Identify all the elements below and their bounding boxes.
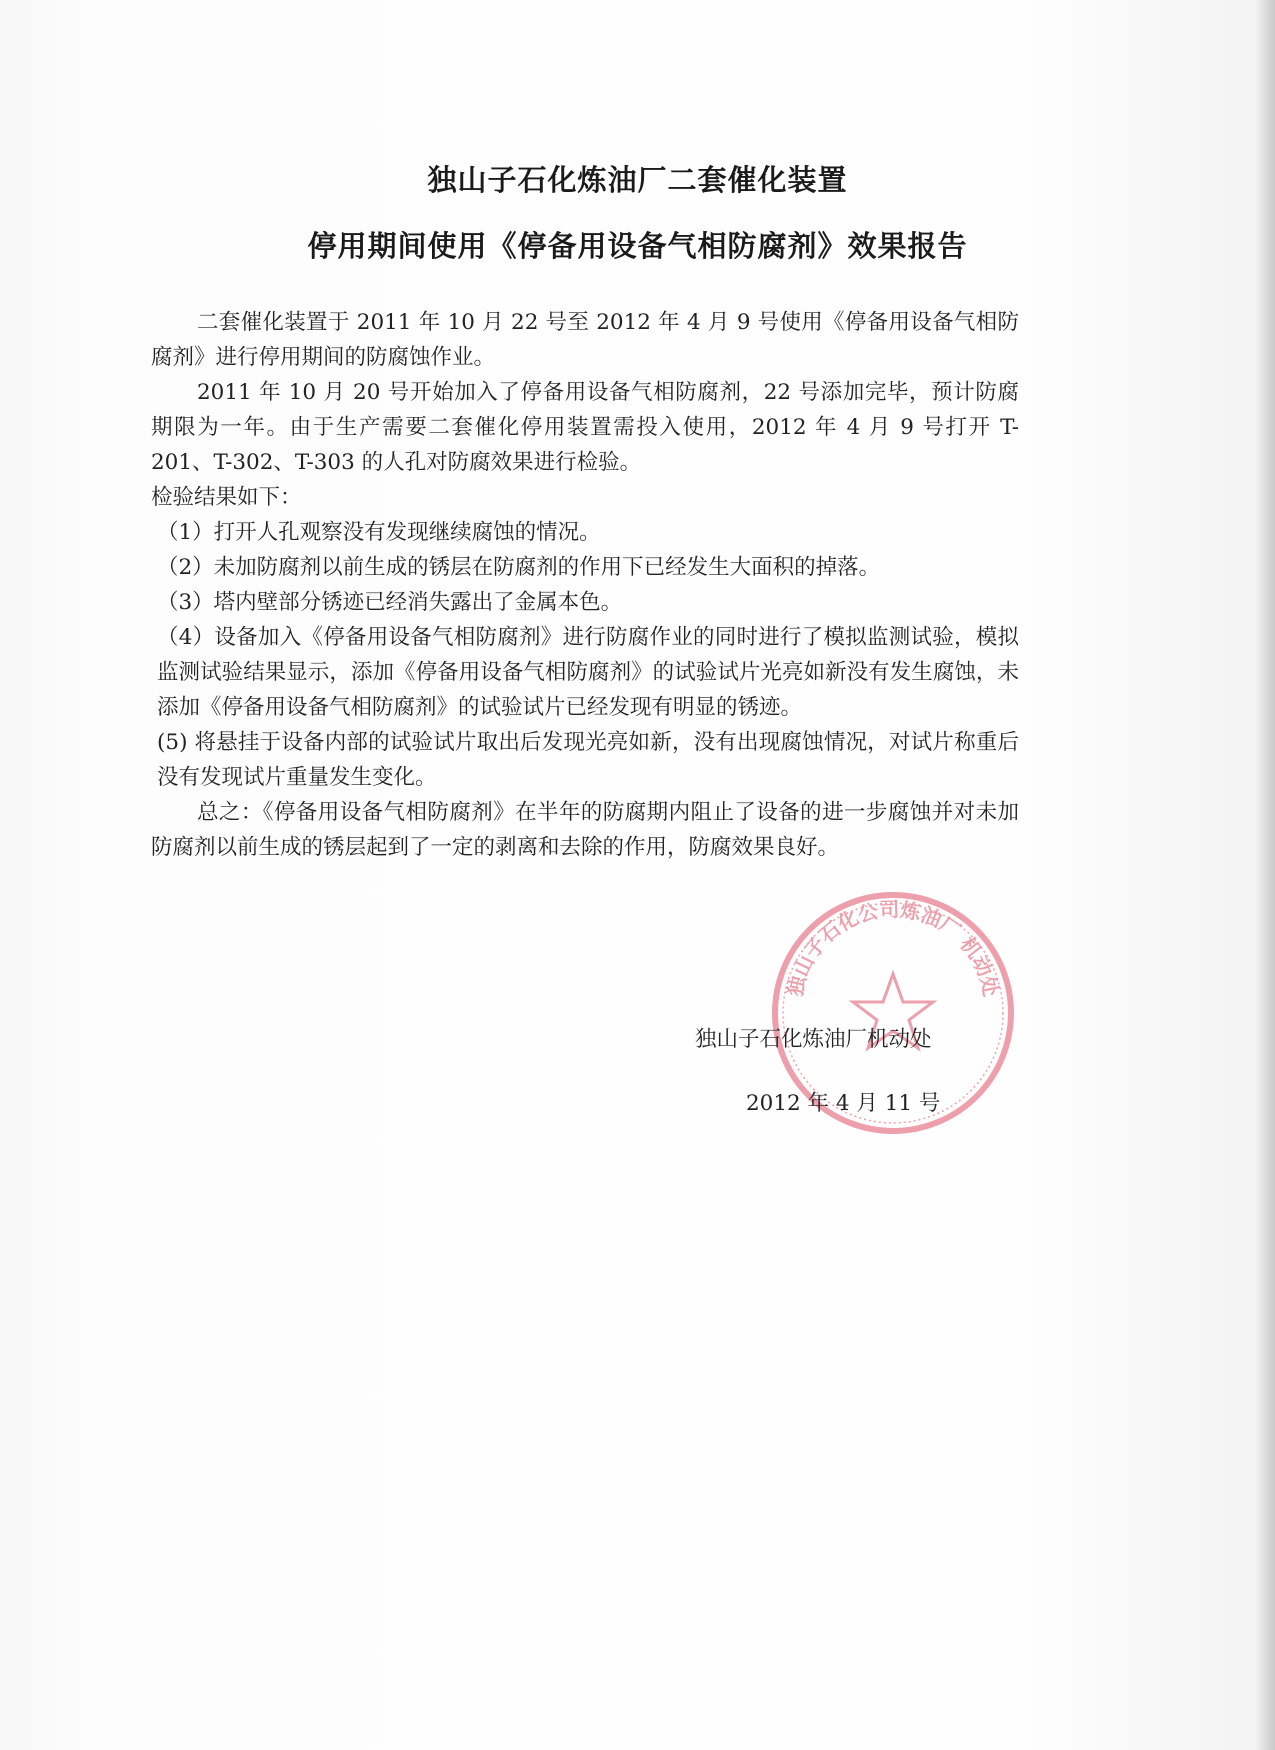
result-item-2: （2）未加防腐剂以前生成的锈层在防腐剂的作用下已经发生大面积的掉落。 bbox=[157, 555, 881, 580]
paragraph-conclusion: 总之：《停备用设备气相防腐剂》在半年的防腐期内阻止了设备的进一步腐蚀并对未加防腐剂以前生成的锈层起到了一定的剥离和去除的作用，防腐效果良好。 bbox=[151, 800, 1019, 860]
document-title-line1: 独山子石化炼油厂二套催化装置 bbox=[427, 163, 848, 197]
signature-date: 2012 年 4 月 11 号 bbox=[746, 1091, 941, 1116]
result-item-1: （1）打开人孔观察没有发现继续腐蚀的情况。 bbox=[157, 520, 601, 545]
result-item-5: (5) 将悬挂于设备内部的试验试片取出后发现光亮如新，没有出现腐蚀情况，对试片称重后没有发现试片重量发生变化。 bbox=[157, 730, 1019, 790]
result-item-3: （3）塔内壁部分锈迹已经消失露出了金属本色。 bbox=[157, 590, 623, 615]
signature-department: 独山子石化炼油厂机动处 bbox=[695, 1027, 932, 1052]
svg-text:独山子石化公司炼油厂 机动处: 独山子石化公司炼油厂 机动处 bbox=[782, 897, 1004, 999]
paragraph-details: 2011 年 10 月 20 号开始加入了停备用设备气相防腐剂，22 号添加完毕，预计防腐期限为一年。由于生产需要二套催化停用装置需投入使用，2012 年 4 月 9 号打开 T-201、T-302、T-303 的人孔对防腐效果进行检验。 bbox=[151, 380, 1019, 475]
result-item-4: （4）设备加入《停备用设备气相防腐剂》进行防腐作业的同时进行了模拟监测试验，模拟监测试验结果显示，添加《停备用设备气相防腐剂》的试验试片光亮如新没有发生腐蚀，未添加《停备用设备气相防腐剂》的试验试片已经发现有明显的锈迹。 bbox=[157, 625, 1019, 720]
document-title-line2: 停用期间使用《停备用设备气相防腐剂》效果报告 bbox=[307, 229, 968, 263]
results-heading: 检验结果如下： bbox=[151, 485, 302, 510]
paragraph-intro: 二套催化装置于 2011 年 10 月 22 号至 2012 年 4 月 9 号使用《停备用设备气相防腐剂》进行停用期间的防腐蚀作业。 bbox=[151, 310, 1019, 370]
document-body bbox=[151, 305, 1019, 865]
